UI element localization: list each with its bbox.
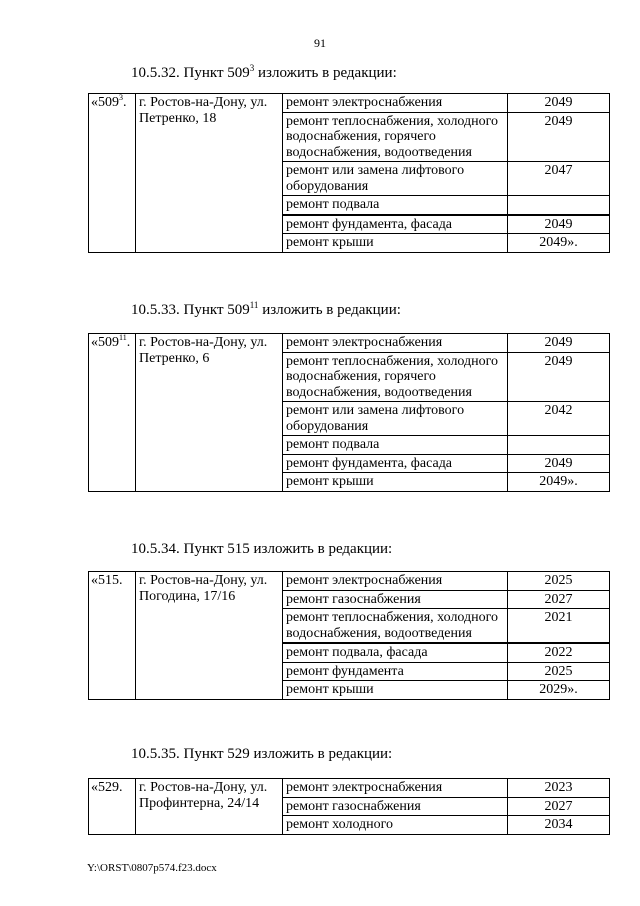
year-cell: 2049: [508, 112, 610, 162]
section-heading: [131, 745, 392, 763]
year-cell: 2022: [508, 643, 610, 662]
year-cell: 2049: [508, 454, 610, 473]
footer-file-path: Y:\ORST\0807p574.f23.docx: [87, 862, 217, 874]
work-cell: ремонт теплоснабжения, холодного водоснабжения, водоотведения: [283, 609, 508, 644]
year-cell: 2027: [508, 590, 610, 609]
work-cell: ремонт крыши: [283, 681, 508, 700]
work-cell: ремонт фундамента: [283, 662, 508, 681]
heading-superscript: 11: [249, 300, 259, 310]
work-cell: ремонт подвала: [283, 196, 508, 215]
address-cell: г. Ростов-на-Дону, ул. Погодина, 17/16: [136, 572, 283, 700]
heading-suffix: изложить в редакции:: [254, 65, 397, 81]
heading-text: 10.5.34. Пункт 515 изложить в редакции:: [131, 541, 393, 557]
address-cell: г. Ростов-на-Дону, ул. Петренко, 6: [136, 334, 283, 492]
clause-number-cell: [89, 572, 136, 700]
work-cell: ремонт газоснабжения: [283, 797, 508, 816]
section-heading: [131, 64, 397, 82]
section-heading: [131, 540, 392, 558]
heading-prefix: 10.5.32. Пункт 509: [131, 65, 250, 81]
heading-superscript: 3: [249, 63, 255, 73]
year-cell: 2025: [508, 572, 610, 591]
clause-number-cell: [89, 779, 136, 835]
table-row: [89, 572, 610, 591]
clause-number-cell: [89, 334, 136, 492]
year-cell: 2027: [508, 797, 610, 816]
clause-table: [88, 93, 610, 253]
address-cell: г. Ростов-на-Дону, ул. Петренко, 18: [136, 94, 283, 253]
work-cell: ремонт электроснабжения: [283, 334, 508, 353]
clause-number: «509: [91, 335, 119, 350]
year-cell: 2029».: [508, 681, 610, 700]
clause-number: «515.: [91, 573, 123, 588]
table-row: [89, 94, 610, 113]
heading-suffix: изложить в редакции:: [258, 302, 401, 318]
address-cell: г. Ростов-на-Дону, ул. Профинтерна, 24/14: [136, 779, 283, 835]
clause-number: «529.: [91, 780, 123, 795]
year-cell: 2021: [508, 609, 610, 644]
clause-number: «509: [91, 95, 119, 110]
year-cell: 2023: [508, 779, 610, 798]
work-cell: ремонт подвала, фасада: [283, 643, 508, 662]
year-cell: 2049: [508, 352, 610, 402]
year-cell: 2049: [508, 94, 610, 113]
work-cell: ремонт электроснабжения: [283, 572, 508, 591]
table-row: [89, 779, 610, 798]
work-cell: ремонт электроснабжения: [283, 94, 508, 113]
clause-dot: .: [126, 335, 131, 350]
clause-dot: .: [123, 95, 127, 110]
year-cell: 2049».: [508, 234, 610, 253]
heading-prefix: 10.5.33. Пункт 509: [131, 302, 250, 318]
heading-text: 10.5.35. Пункт 529 изложить в редакции:: [131, 746, 393, 762]
page-number: 91: [314, 36, 326, 50]
work-cell: ремонт фундамента, фасада: [283, 454, 508, 473]
clause-table: [88, 778, 610, 835]
clause-table: [88, 333, 610, 492]
year-cell: [508, 196, 610, 215]
work-cell: ремонт газоснабжения: [283, 590, 508, 609]
clause-table: [88, 571, 610, 700]
work-cell: ремонт холодного: [283, 816, 508, 835]
year-cell: 2049: [508, 215, 610, 234]
work-cell: ремонт крыши: [283, 234, 508, 253]
year-cell: 2049: [508, 334, 610, 353]
work-cell: ремонт теплоснабжения, холодного водоснабжения, горячего водоснабжения, водоотведения: [283, 112, 508, 162]
clause-superscript: 11: [119, 333, 127, 342]
work-cell: ремонт фундамента, фасада: [283, 215, 508, 234]
clause-superscript: 3: [119, 93, 123, 102]
work-cell: ремонт теплоснабжения, холодного водоснабжения, горячего водоснабжения, водоотведения: [283, 352, 508, 402]
section-heading: [131, 301, 401, 319]
clause-number-cell: [89, 94, 136, 253]
year-cell: 2025: [508, 662, 610, 681]
year-cell: 2034: [508, 816, 610, 835]
work-cell: ремонт подвала: [283, 436, 508, 455]
year-cell: 2042: [508, 402, 610, 436]
work-cell: ремонт электроснабжения: [283, 779, 508, 798]
work-cell: ремонт или замена лифтового оборудования: [283, 162, 508, 196]
table-row: [89, 334, 610, 353]
year-cell: 2049».: [508, 473, 610, 492]
year-cell: [508, 436, 610, 455]
year-cell: 2047: [508, 162, 610, 196]
work-cell: ремонт или замена лифтового оборудования: [283, 402, 508, 436]
work-cell: ремонт крыши: [283, 473, 508, 492]
